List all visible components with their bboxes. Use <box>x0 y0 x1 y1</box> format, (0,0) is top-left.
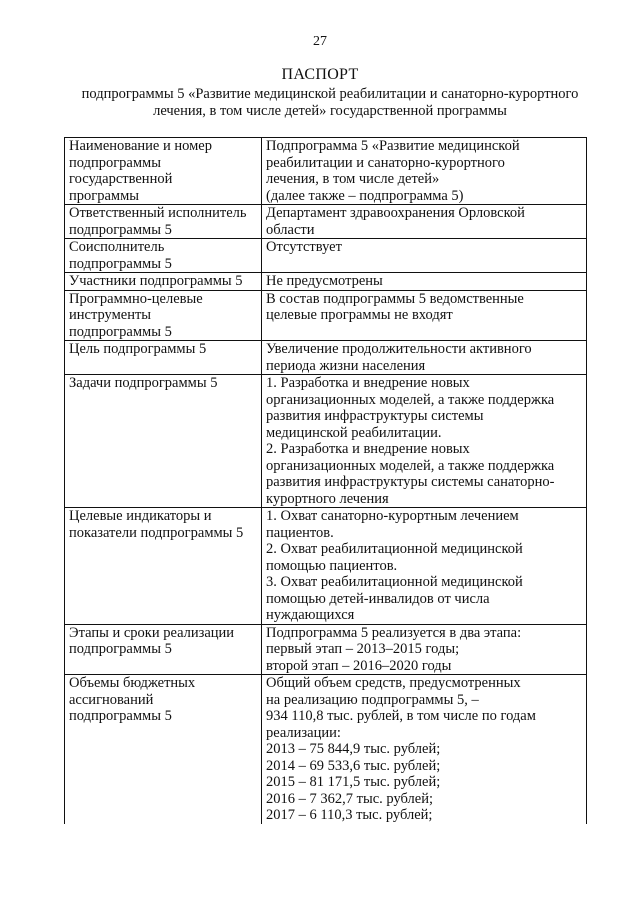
row-label: Программно-целевые инструменты подпрограммы 5 <box>65 290 262 341</box>
row-label: Ответственный исполнитель подпрограммы 5 <box>65 205 262 239</box>
table-row <box>65 508 587 625</box>
table-row <box>65 341 587 375</box>
table-row <box>65 239 587 273</box>
table-row <box>65 273 587 291</box>
row-label: Задачи подпрограммы 5 <box>65 375 262 508</box>
document-subtitle: подпрограммы 5 «Развитие медицинской реабилитации и санаторно-курортного лечения, в том числе детей» государственной программы <box>81 86 579 119</box>
row-value: 1. Охват санаторно-курортным лечением пациентов. 2. Охват реабилитационной медицинской помощью пациентов. 3. Охват реабилитационной медицинской помощью детей-инвалидов от числа нуждающихся <box>262 508 587 625</box>
row-value: 1. Разработка и внедрение новых организационных моделей, а также поддержка развития инфраструктуры системы медицинской реабилитации. 2. Разработка и внедрение новых организационных моделей, а также поддержка развития инфраструктуры системы санаторно- курортного лечения <box>262 375 587 508</box>
table-row <box>65 675 587 824</box>
row-value: Общий объем средств, предусмотренных на реализацию подпрограммы 5, – 934 110,8 тыс. рублей, в том числе по годам реализации: 2013 – 75 844,9 тыс. рублей; 2014 – 69 533,6 тыс. рублей; 2015 – 81 171,5 тыс. рублей; 2016 – 7 362,7 тыс. рублей; 2017 – 6 110,3 тыс. рублей; <box>262 675 587 824</box>
row-value: Подпрограмма 5 «Развитие медицинской реабилитации и санаторно-курортного лечения, в том числе детей» (далее также – подпрограмма 5) <box>262 138 587 205</box>
table-row <box>65 290 587 341</box>
page-number: 27 <box>313 34 327 49</box>
row-value: Не предусмотрены <box>262 273 587 291</box>
row-label: Соисполнитель подпрограммы 5 <box>65 239 262 273</box>
row-value: В состав подпрограммы 5 ведомственные целевые программы не входят <box>262 290 587 341</box>
table-row <box>65 624 587 675</box>
table-row <box>65 205 587 239</box>
row-label: Этапы и сроки реализации подпрограммы 5 <box>65 624 262 675</box>
row-label: Участники подпрограммы 5 <box>65 273 262 291</box>
passport-table <box>64 137 587 824</box>
table-row <box>65 138 587 205</box>
row-value: Департамент здравоохранения Орловской области <box>262 205 587 239</box>
document-title: ПАСПОРТ <box>281 66 359 83</box>
row-label: Наименование и номер подпрограммы государственной программы <box>65 138 262 205</box>
row-value: Подпрограмма 5 реализуется в два этапа: первый этап – 2013–2015 годы; второй этап – 2016–2020 годы <box>262 624 587 675</box>
row-label: Объемы бюджетных ассигнований подпрограммы 5 <box>65 675 262 824</box>
table-row <box>65 375 587 508</box>
row-label: Цель подпрограммы 5 <box>65 341 262 375</box>
row-value: Отсутствует <box>262 239 587 273</box>
row-label: Целевые индикаторы и показатели подпрограммы 5 <box>65 508 262 625</box>
row-value: Увеличение продолжительности активного периода жизни населения <box>262 341 587 375</box>
